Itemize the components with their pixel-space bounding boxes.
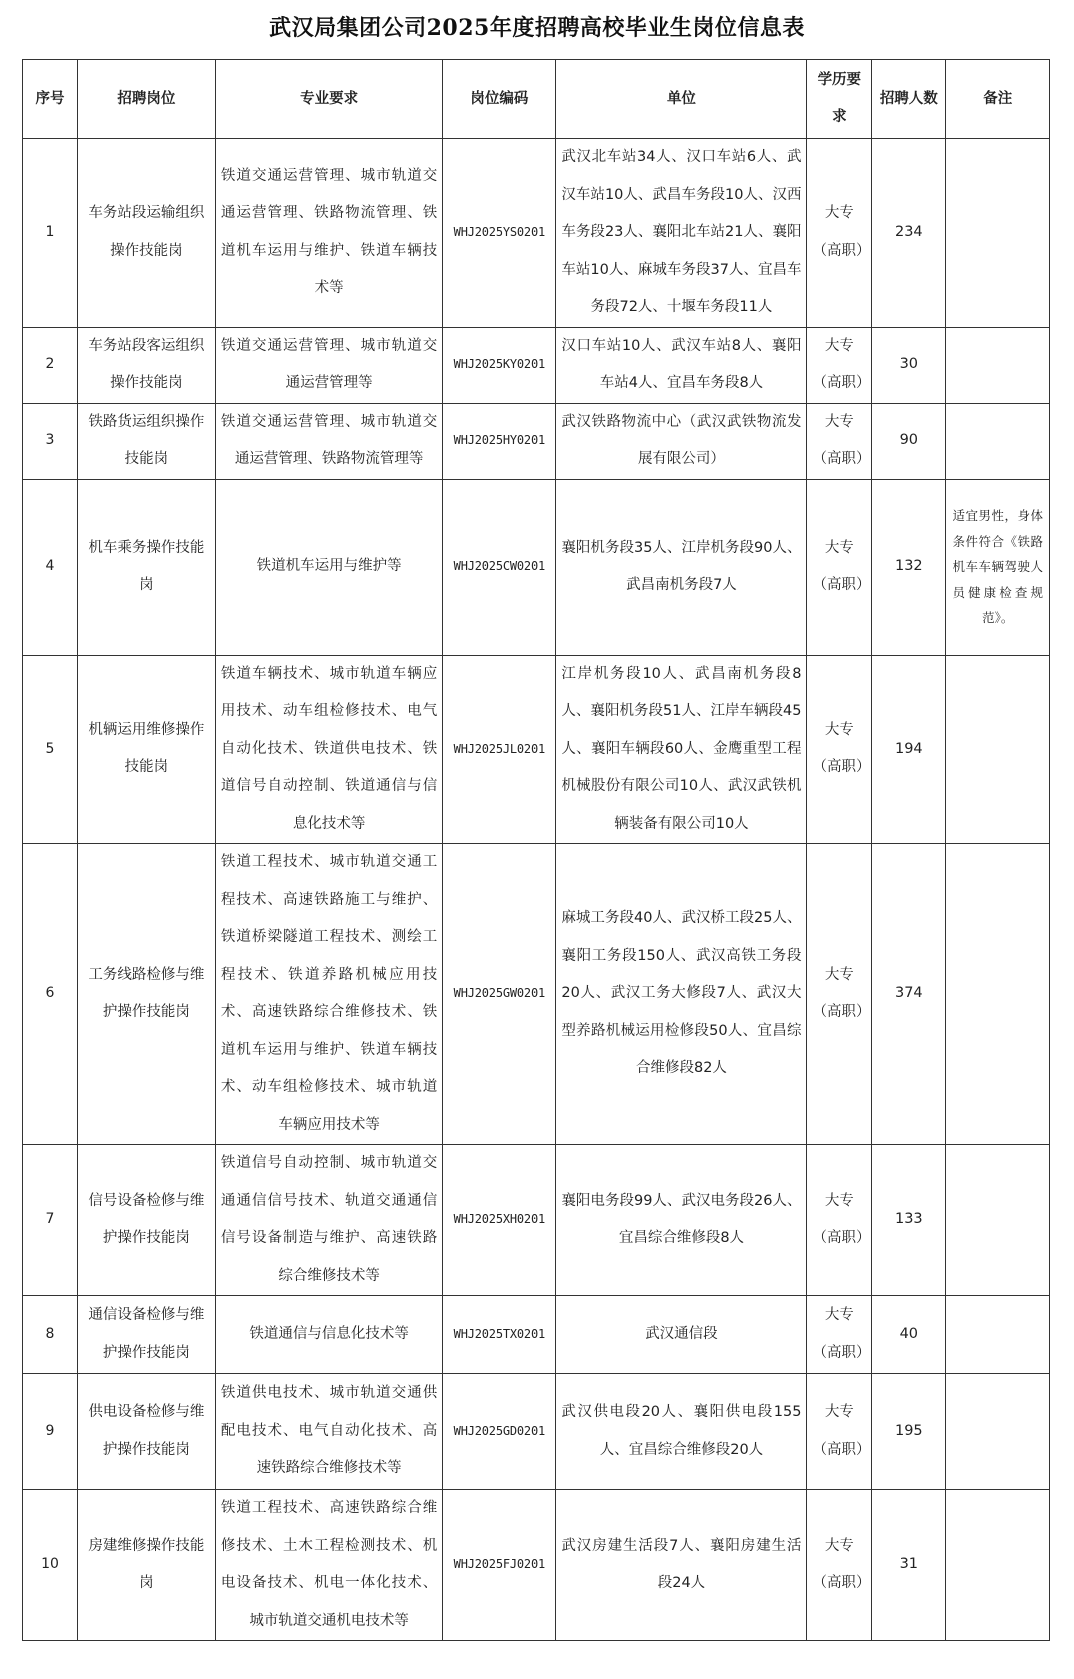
cell-major: 铁道交通运营管理、城市轨道交通运营管理、铁路物流管理、铁道机车运用与维护、铁道车辆技术等 [215,139,442,328]
cell-no: 2 [23,327,78,403]
cell-major: 铁道交通运营管理、城市轨道交通运营管理等 [215,327,442,403]
cell-post: 机辆运用维修操作技能岗 [77,655,215,844]
cell-post: 信号设备检修与维护操作技能岗 [77,1145,215,1296]
cell-education [807,844,872,1145]
job-info-table [22,59,1050,1641]
education-level: 大专 [824,966,854,983]
education-type: （高职） [812,242,871,259]
cell-code: WHJ2025KY0201 [443,327,556,403]
cell-count: 132 [872,479,946,655]
cell-code: WHJ2025HY0201 [443,403,556,479]
cell-unit: 麻城工务段40人、武汉桥工段25人、襄阳工务段150人、武汉高铁工务段20人、武汉工务大修段7人、武汉大型养路机械运用检修段50人、宜昌综合维修段82人 [556,844,807,1145]
cell-education [807,139,872,328]
cell-education [807,1145,872,1296]
education-type: （高职） [812,451,871,467]
cell-education [807,1374,872,1490]
table-row [23,1374,1050,1490]
cell-no: 10 [23,1490,78,1641]
cell-no: 7 [23,1145,78,1296]
cell-major: 铁道机车运用与维护等 [215,479,442,655]
cell-unit: 武汉铁路物流中心（武汉武铁物流发展有限公司） [556,403,807,479]
col-header-major: 专业要求 [215,60,442,139]
cell-unit: 武汉供电段20人、襄阳供电段155人、宜昌综合维修段20人 [556,1374,807,1490]
table-row [23,327,1050,403]
cell-major: 铁道交通运营管理、城市轨道交通运营管理、铁路物流管理等 [215,403,442,479]
cell-education [807,327,872,403]
cell-count: 374 [872,844,946,1145]
cell-note [946,1296,1050,1374]
cell-no: 9 [23,1374,78,1490]
cell-count: 31 [872,1490,946,1641]
cell-post: 工务线路检修与维护操作技能岗 [77,844,215,1145]
cell-post: 房建维修操作技能岗 [77,1490,215,1641]
cell-post: 铁路货运组织操作技能岗 [77,403,215,479]
table-row [23,844,1050,1145]
cell-count: 90 [872,403,946,479]
col-header-post: 招聘岗位 [77,60,215,139]
cell-note [946,1374,1050,1490]
cell-unit: 武汉通信段 [556,1296,807,1374]
cell-post: 机车乘务操作技能岗 [77,479,215,655]
cell-note [946,844,1050,1145]
cell-no: 5 [23,655,78,844]
cell-major: 铁道工程技术、城市轨道交通工程技术、高速铁路施工与维护、铁道桥梁隧道工程技术、测绘工程技术、铁道养路机械应用技术、高速铁路综合维修技术、铁道机车运用与维护、铁道车辆技术、动车组检修技术、城市轨道车辆应用技术等 [215,844,442,1145]
cell-note [946,655,1050,844]
cell-note [946,139,1050,328]
col-header-count: 招聘人数 [872,60,946,139]
cell-count: 195 [872,1374,946,1490]
education-type: （高职） [812,577,871,593]
table-row [23,655,1050,844]
cell-post: 通信设备检修与维护操作技能岗 [77,1296,215,1374]
cell-no: 8 [23,1296,78,1374]
cell-code: WHJ2025GW0201 [443,844,556,1145]
table-row [23,403,1050,479]
col-header-note: 备注 [946,60,1050,139]
cell-code: WHJ2025FJ0201 [443,1490,556,1641]
education-type: （高职） [812,1344,871,1361]
col-header-unit: 单位 [556,60,807,139]
cell-note [946,1145,1050,1296]
cell-note [946,403,1050,479]
education-level: 大专 [824,721,854,738]
col-header-no: 序号 [23,60,78,139]
header-row [23,60,1050,139]
education-type: （高职） [812,759,871,776]
cell-count: 133 [872,1145,946,1296]
cell-unit: 江岸机务段10人、武昌南机务段8人、襄阳机务段51人、江岸车辆段45人、襄阳车辆段60人、金鹰重型工程机械股份有限公司10人、武汉武铁机辆装备有限公司10人 [556,655,807,844]
cell-unit: 武汉房建生活段7人、襄阳房建生活段24人 [556,1490,807,1641]
education-type: （高职） [812,1575,871,1591]
education-type: （高职） [812,1230,871,1246]
table-row [23,1145,1050,1296]
table-row [23,1296,1050,1374]
cell-no: 3 [23,403,78,479]
cell-note: 适宜男性，身体条件符合《铁路机车车辆驾驶人员健康检查规范》。 [946,479,1050,655]
table-row [23,1490,1050,1641]
cell-no: 6 [23,844,78,1145]
cell-major: 铁道通信与信息化技术等 [215,1296,442,1374]
education-level: 大专 [824,1192,854,1209]
cell-post: 供电设备检修与维护操作技能岗 [77,1374,215,1490]
cell-no: 4 [23,479,78,655]
cell-education [807,403,872,479]
cell-post: 车务站段客运组织操作技能岗 [77,327,215,403]
cell-note [946,327,1050,403]
cell-code: WHJ2025XH0201 [443,1145,556,1296]
col-header-education: 学历要求 [807,60,872,139]
cell-note [946,1490,1050,1641]
cell-count: 234 [872,139,946,328]
col-header-code: 岗位编码 [443,60,556,139]
education-level: 大专 [824,539,854,556]
education-level: 大专 [824,1537,854,1554]
cell-count: 194 [872,655,946,844]
cell-count: 40 [872,1296,946,1374]
cell-education [807,479,872,655]
education-type: （高职） [812,1441,871,1458]
cell-count: 30 [872,327,946,403]
education-type: （高职） [812,1004,871,1020]
cell-major: 铁道工程技术、高速铁路综合维修技术、土木工程检测技术、机电设备技术、机电一体化技术、城市轨道交通机电技术等 [215,1490,442,1641]
table-row [23,479,1050,655]
cell-unit: 汉口车站10人、武汉车站8人、襄阳车站4人、宜昌车务段8人 [556,327,807,403]
cell-major: 铁道车辆技术、城市轨道车辆应用技术、动车组检修技术、电气自动化技术、铁道供电技术、铁道信号自动控制、铁道通信与信息化技术等 [215,655,442,844]
education-type: （高职） [812,375,871,391]
education-level: 大专 [824,205,854,222]
education-level: 大专 [824,337,854,354]
education-level: 大专 [824,1404,854,1420]
cell-unit: 武汉北车站34人、汉口车站6人、武汉车站10人、武昌车务段10人、汉西车务段23人、襄阳北车站21人、襄阳车站10人、麻城车务段37人、宜昌车务段72人、十堰车务段11人 [556,139,807,328]
cell-no: 1 [23,139,78,328]
table-row [23,139,1050,328]
cell-major: 铁道信号自动控制、城市轨道交通通信信号技术、轨道交通通信信号设备制造与维护、高速铁路综合维修技术等 [215,1145,442,1296]
cell-education [807,1296,872,1374]
cell-code: WHJ2025GD0201 [443,1374,556,1490]
cell-code: WHJ2025TX0201 [443,1296,556,1374]
cell-unit: 襄阳电务段99人、武汉电务段26人、宜昌综合维修段8人 [556,1145,807,1296]
cell-unit: 襄阳机务段35人、江岸机务段90人、武昌南机务段7人 [556,479,807,655]
cell-code: WHJ2025YS0201 [443,139,556,328]
cell-post: 车务站段运输组织操作技能岗 [77,139,215,328]
cell-education [807,655,872,844]
page-title: 武汉局集团公司2025年度招聘高校毕业生岗位信息表 [269,15,805,41]
education-level: 大专 [824,413,854,430]
cell-code: WHJ2025CW0201 [443,479,556,655]
education-level: 大专 [824,1307,854,1323]
cell-code: WHJ2025JL0201 [443,655,556,844]
cell-education [807,1490,872,1641]
cell-major: 铁道供电技术、城市轨道交通供配电技术、电气自动化技术、高速铁路综合维修技术等 [215,1374,442,1490]
